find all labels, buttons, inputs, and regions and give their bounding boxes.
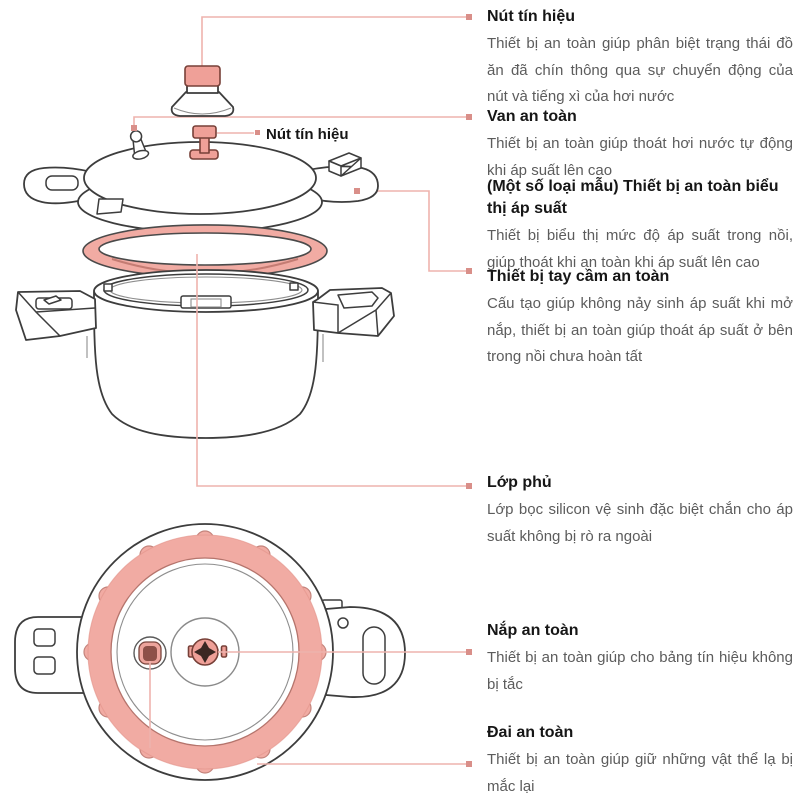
section-tay-cam-an-toan <box>487 266 793 371</box>
inner-label-nut-tin-hieu: Nút tín hiệu <box>266 126 349 143</box>
section-title: Lớp phủ <box>487 474 552 491</box>
section-body: Thiết bị an toàn giúp giữ những vật thể lạ bị mắc lại <box>487 751 793 795</box>
lid-side-view <box>24 126 378 232</box>
pot-left-handle <box>16 291 96 358</box>
section-body: Thiết bị biểu thị mức độ áp suất trong nồi, giúp thoát khi an toàn khi áp suất lên cao <box>487 227 793 271</box>
section-title: Đai an toàn <box>487 724 574 741</box>
section-body: Cấu tạo giúp không nảy sinh áp suất khi mở nắp, thiết bị an toàn giúp thoát áp suất ở bên trong nồi chưa hoàn tất <box>487 295 793 365</box>
section-title: Van an toàn <box>487 108 577 125</box>
section-title: Nắp an toàn <box>487 622 579 639</box>
section-body: Lớp bọc silicon vệ sinh đặc biệt chắn cho áp suất không bị rò ra ngoài <box>487 501 793 545</box>
section-nap-an-toan <box>487 620 793 698</box>
section-bieu-thi-ap-suat <box>487 176 793 276</box>
section-title: (Một số loại mẫu) Thiết bị an toàn biểu thị áp suất <box>487 178 779 217</box>
section-dai-an-toan <box>487 722 793 800</box>
section-title: Thiết bị tay cầm an toàn <box>487 268 670 285</box>
section-nut-tin-hieu <box>487 6 793 111</box>
section-title: Nút tín hiệu <box>487 8 575 25</box>
knob-cap <box>185 66 220 86</box>
callout-line-signal-knob <box>202 17 469 66</box>
lid-lock-bracket <box>181 296 231 308</box>
steam-release-knob <box>172 66 234 116</box>
section-body: Thiết bị an toàn giúp thoát hơi nước tự động khi áp suất lên cao <box>487 135 793 179</box>
bottom-right-handle <box>322 600 405 697</box>
section-body: Thiết bị an toàn giúp cho bảng tín hiệu không bị tắc <box>487 649 793 693</box>
pot-right-handle <box>313 288 394 362</box>
callout-marker <box>255 130 260 135</box>
section-body: Thiết bị an toàn giúp phân biệt trạng thái đồ ăn đã chín thông qua sự chuyển động của nút và tiếng xì của hơi nước <box>487 35 793 105</box>
pot-body <box>16 270 394 438</box>
section-lop-phu <box>487 472 793 550</box>
section-van-an-toan <box>487 106 793 184</box>
callout-line-lid-handle <box>357 191 469 271</box>
